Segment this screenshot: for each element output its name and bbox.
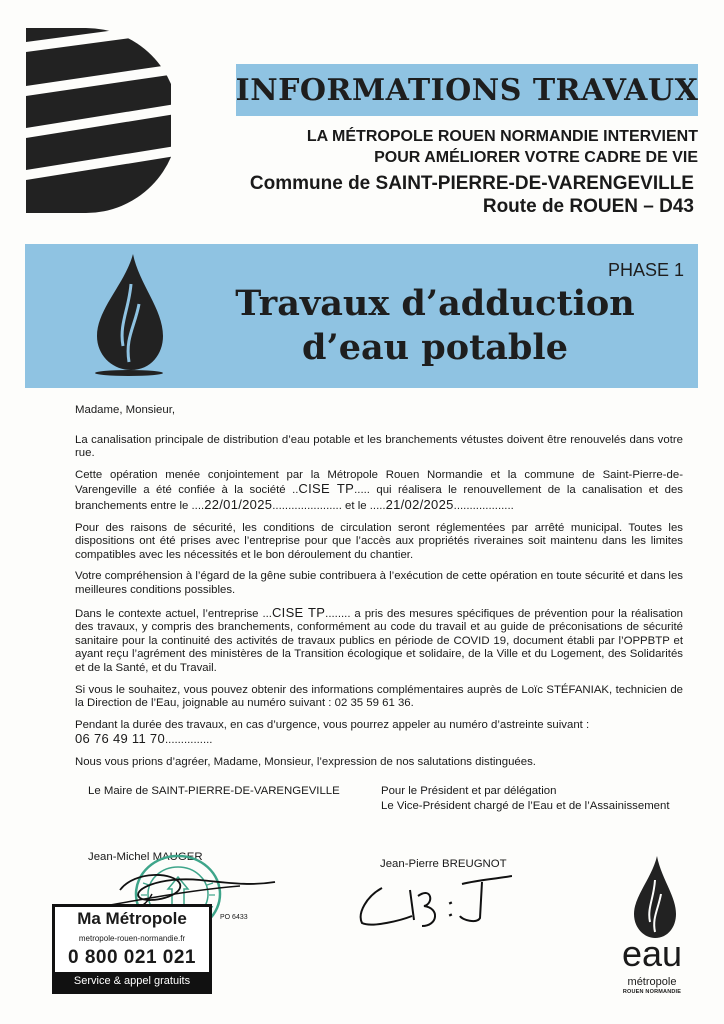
paragraph-5-part-a: Dans le contexte actuel, l’entreprise [75, 607, 263, 620]
metropole-stripes-logo [26, 28, 171, 213]
greeting: Madame, Monsieur, [75, 404, 176, 416]
letter-body [75, 404, 683, 777]
mayor-title: Le Maire de SAINT-PIERRE-DE-VARENGEVILLE [88, 785, 340, 797]
paragraph-2-part-a: Cette opération menée conjointement par la Métropole Rouen Normandie et la commune de Saint-Pierre-de-Varengeville a été confiée à la société [75, 468, 683, 497]
water-drop-shadow [95, 370, 163, 376]
free-phone-number: 0 800 021 021 [67, 947, 196, 968]
vice-president-signature [352, 868, 512, 934]
eau-logo-metropole: métropole [627, 976, 677, 988]
paragraph-2-part-c: et le [341, 499, 370, 512]
paragraph-5-part-b: a pris des mesures spécifiques de prévention pour la réalisation des travaux, y compris des branchements, conformément au code du travail et au guide de préconisations de sécurité sanitaire pour la continuité des activités de travaux publics en période de COVID 19, document établi par l’OPPBTP et ayant reçu l’agrément des ministères de la Transition écologique et solidaire, de la Ville et du Logement, des Solidarités et de la Santé, et du Travail. [75, 607, 683, 674]
work-title-banner [25, 244, 698, 388]
eau-drop-icon [632, 856, 678, 938]
location [250, 172, 694, 218]
banner-title: INFORMATIONS TRAVAUX [235, 72, 699, 108]
paragraph-6: Si vous le souhaitez, vous pouvez obtenir des informations complémentaires auprès de Loïc STÉFANIAK, technicien de la Direction de l’Eau, joignable au numéro suivant : 02 35 59 61 36. [75, 683, 683, 710]
metropole-website: metropole-rouen-normandie.fr [78, 934, 186, 943]
company-name: CISE TP [298, 481, 355, 497]
subtitle [307, 126, 698, 168]
start-date: 22/01/2025 [204, 496, 273, 512]
vice-president-name: Jean-Pierre BREUGNOT [380, 858, 507, 870]
vice-president-title [381, 784, 670, 814]
paragraph-4: Votre compréhension à l’égard de la gêne subie contribuera à l’exécution de cette opération en toute sécurité et dans les meilleures conditions possibles. [75, 570, 683, 596]
vice-president-line: Le Vice-Président chargé de l’Eau et de l’Assainissement [381, 800, 670, 812]
paragraph-1: La canalisation principale de distribution d’eau potable et les branchements vétustes doivent être renouvelés dans votre rue. [75, 433, 683, 460]
paragraph-2: Cette opération menée conjointement par la Métropole Rouen Normandie et la commune de Saint-Pierre-de-Varengeville a été confiée à la société ..CISE TP..... qui réalisera le renouvellement de la canalisation et des branchements entre le ....22/01/2025...................... et le .....21/02/2025................... [75, 468, 684, 512]
subtitle-line-1: LA MÉTROPOLE ROUEN NORMANDIE INTERVIENT [306, 128, 698, 145]
ma-metropole-brand: Ma Métropole [77, 909, 187, 928]
paragraph-7-text: Pendant la durée des travaux, en cas d’urgence, vous pourrez appeler au numéro d’astreinte suivant : [75, 718, 590, 731]
work-title-line-2: d’eau potable [302, 327, 568, 368]
paragraph-8: Nous vous prions d’agréer, Madame, Monsieur, l’expression de nos salutations distinguées. [75, 755, 536, 768]
company-name-2: CISE TP [271, 604, 326, 620]
delegation-line: Pour le Président et par délégation [381, 785, 557, 797]
eau-logo-rouen-normandie: ROUEN NORMANDIE [622, 989, 682, 995]
paragraph-5: Dans le contexte actuel, l’entreprise ...CISE TP........ a pris des mesures spécifiques de prévention pour la réalisation des travaux, y compris des branchements, conformément au code du travail et au guide de préconisations de sécurité sanitaire pour la continuité des activités de travaux publics en période de COVID 19, document établi par l’OPPBTP et ayant reçu l’agrément des ministères de la Transition écologique et solidaire, de la Ville et du Logement, des Solidarités et de la Santé, et du Travail. [75, 604, 683, 674]
work-title [185, 282, 685, 370]
informations-travaux-banner [236, 64, 698, 116]
ma-metropole-card [52, 904, 212, 994]
eau-logo-word: eau [621, 933, 683, 974]
water-drop-icon [95, 254, 165, 370]
end-date: 21/02/2025 [385, 496, 454, 512]
paragraph-7: Pendant la durée des travaux, en cas d’urgence, vous pourrez appeler au numéro d’astreinte suivant : 06 76 49 11 70............... [75, 718, 590, 747]
phase-label: PHASE 1 [607, 260, 684, 280]
paragraph-2-part-b: qui réalisera le renouvellement de la canalisation et des branchements entre le [75, 484, 684, 512]
paragraph-3: Pour des raisons de sécurité, les conditions de circulation seront réglementées par arrêté municipal. Toutes les dispositions ont été prises avec l’entreprise pour que l’accès aux propriétés riveraines soit maintenu dans les limites compatibles avec les nécessités et le bon déroulement du chantier. [75, 521, 683, 561]
commune-name: Commune de SAINT-PIERRE-DE-VARENGEVILLE [249, 173, 694, 194]
mayor-name: Jean-Michel MAUGER [88, 851, 203, 863]
subtitle-line-2: POUR AMÉLIORER VOTRE CADRE DE VIE [374, 149, 698, 166]
po-code: PO 6433 [220, 914, 248, 921]
emergency-number: 06 76 49 11 70 [75, 731, 165, 747]
route-name: Route de ROUEN – D43 [482, 196, 694, 217]
work-title-line-1: Travaux d’adduction [235, 283, 635, 324]
free-service-label: Service & appel gratuits [55, 972, 209, 991]
